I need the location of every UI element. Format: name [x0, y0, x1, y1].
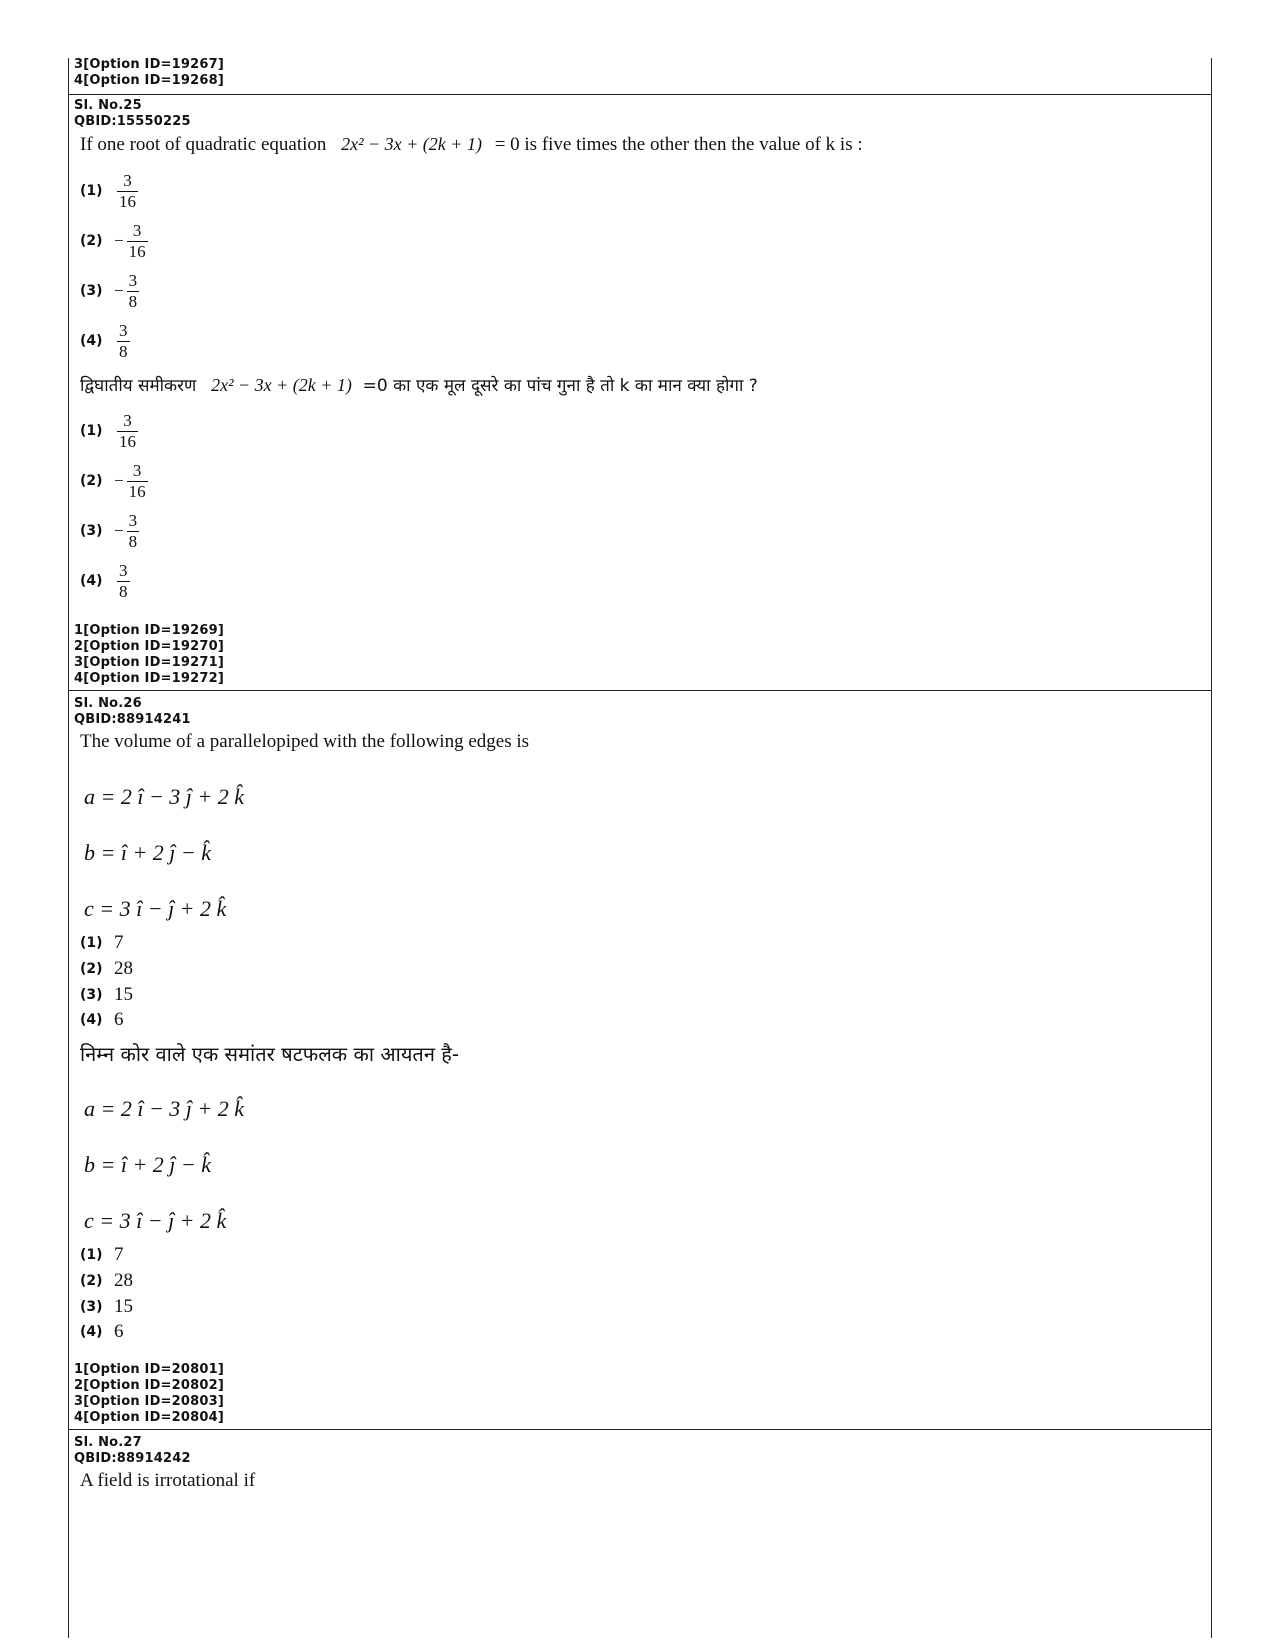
- option-id: 2[Option ID=20802]: [74, 1378, 225, 1393]
- question-text: द्विघातीय समीकरण: [80, 376, 197, 396]
- q27-header: [74, 1435, 191, 1467]
- q25-question-en: [80, 134, 863, 156]
- option-value: 28: [114, 1270, 133, 1291]
- option-label: (4): [80, 573, 103, 589]
- option-label: (4): [80, 333, 103, 349]
- sl-no: Sl. No.27: [74, 1435, 142, 1450]
- q26-option-3-hi[interactable]: [80, 1295, 133, 1319]
- option-label: (2): [80, 233, 103, 249]
- q25-option-1[interactable]: [80, 166, 138, 216]
- option-id: 1[Option ID=19269]: [74, 623, 225, 638]
- divider: [68, 1429, 1212, 1430]
- option-value: 6: [114, 1009, 124, 1030]
- option-id: 3[Option ID=20803]: [74, 1394, 225, 1409]
- vector-b: b = î + 2 ĵ − k̂: [84, 1152, 212, 1177]
- divider: [68, 94, 1212, 95]
- q25-option-2-hi[interactable]: [80, 456, 148, 506]
- option-id: 4[Option ID=19272]: [74, 671, 225, 686]
- vector-b: b = î + 2 ĵ − k̂: [84, 840, 212, 865]
- fraction: − $\frac{3}{16}$: [114, 220, 146, 261]
- option-id: 4[Option ID=19268]: [74, 73, 225, 88]
- option-label: (3): [80, 1299, 103, 1315]
- option-label: (1): [80, 183, 103, 199]
- q26-option-2-hi[interactable]: [80, 1269, 133, 1293]
- q26-option-2[interactable]: [80, 957, 133, 981]
- q26-option-4-hi[interactable]: [80, 1320, 124, 1344]
- question-text: =0 का एक मूल दूसरे का पांच गुना है तो k का मान क्या होगा ?: [362, 376, 758, 396]
- option-id: 3[Option ID=19271]: [74, 655, 225, 670]
- fraction: − $\frac{3}{8}$: [114, 510, 138, 551]
- question-text: If one root of quadratic equation: [80, 134, 327, 155]
- option-label: (4): [80, 1324, 103, 1340]
- option-id: 2[Option ID=19270]: [74, 639, 225, 654]
- option-value: 15: [114, 1296, 133, 1317]
- option-label: (2): [80, 473, 103, 489]
- q27-question-en: A field is irrotational if: [80, 1470, 256, 1491]
- q26-option-3[interactable]: [80, 983, 133, 1007]
- fraction: − $\frac{3}{16}$: [114, 460, 146, 501]
- qbid: QBID:88914242: [74, 1451, 191, 1466]
- fraction: − $\frac{3}{8}$: [114, 270, 138, 311]
- option-id: 1[Option ID=20801]: [74, 1362, 225, 1377]
- equation: 2x² − 3x + (2k + 1): [211, 375, 352, 395]
- q25-option-3-hi[interactable]: [80, 506, 139, 556]
- vector-a: a = 2 î − 3 ĵ + 2 k̂: [84, 784, 245, 809]
- q26-option-4[interactable]: [80, 1008, 124, 1032]
- page-frame: [68, 58, 1212, 1638]
- option-label: (3): [80, 283, 103, 299]
- q25-option-1-hi[interactable]: [80, 406, 138, 456]
- option-id: 4[Option ID=20804]: [74, 1410, 225, 1425]
- option-value: 6: [114, 1321, 124, 1342]
- vector-c: c = 3 î − ĵ + 2 k̂: [84, 896, 227, 921]
- option-id: 3[Option ID=19267]: [74, 57, 225, 72]
- q26-question-hi: निम्न कोर वाले एक समांतर षटफलक का आयतन है-: [80, 1042, 460, 1066]
- q26-option-1-hi[interactable]: [80, 1243, 124, 1267]
- fraction: $\frac{3}{8}$: [119, 320, 128, 361]
- option-id-list: [74, 57, 224, 89]
- option-label: (1): [80, 935, 103, 951]
- qbid: QBID:15550225: [74, 114, 191, 129]
- q25-option-4-hi[interactable]: [80, 556, 130, 606]
- fraction: $\frac{3}{16}$: [119, 410, 136, 451]
- q26-header: [74, 696, 191, 728]
- vector-a: a = 2 î − 3 ĵ + 2 k̂: [84, 1096, 245, 1121]
- q25-header: [74, 98, 191, 130]
- qbid: QBID:88914241: [74, 712, 191, 727]
- option-value: 15: [114, 984, 133, 1005]
- option-value: 7: [114, 932, 124, 953]
- q26-question-en: The volume of a parallelopiped with the following edges is: [80, 731, 530, 752]
- divider: [68, 690, 1212, 691]
- question-text: = 0 is five times the other then the value of k is :: [494, 134, 863, 155]
- q25-option-3[interactable]: [80, 266, 139, 316]
- vector-c: c = 3 î − ĵ + 2 k̂: [84, 1208, 227, 1233]
- sl-no: Sl. No.26: [74, 696, 142, 711]
- option-label: (1): [80, 423, 103, 439]
- option-label: (1): [80, 1247, 103, 1263]
- option-label: (4): [80, 1012, 103, 1028]
- option-label: (2): [80, 961, 103, 977]
- q25-question-hi: [80, 373, 758, 397]
- fraction: $\frac{3}{8}$: [119, 560, 128, 601]
- q26-option-1[interactable]: [80, 931, 124, 955]
- option-label: (3): [80, 987, 103, 1003]
- sl-no: Sl. No.25: [74, 98, 142, 113]
- option-label: (2): [80, 1273, 103, 1289]
- option-value: 7: [114, 1244, 124, 1265]
- q25-option-ids: [74, 623, 224, 687]
- q25-option-4[interactable]: [80, 316, 130, 366]
- option-value: 28: [114, 958, 133, 979]
- q26-option-ids: [74, 1362, 224, 1426]
- equation: 2x² − 3x + (2k + 1): [341, 134, 482, 154]
- fraction: $\frac{3}{16}$: [119, 170, 136, 211]
- option-label: (3): [80, 523, 103, 539]
- q25-option-2[interactable]: [80, 216, 148, 266]
